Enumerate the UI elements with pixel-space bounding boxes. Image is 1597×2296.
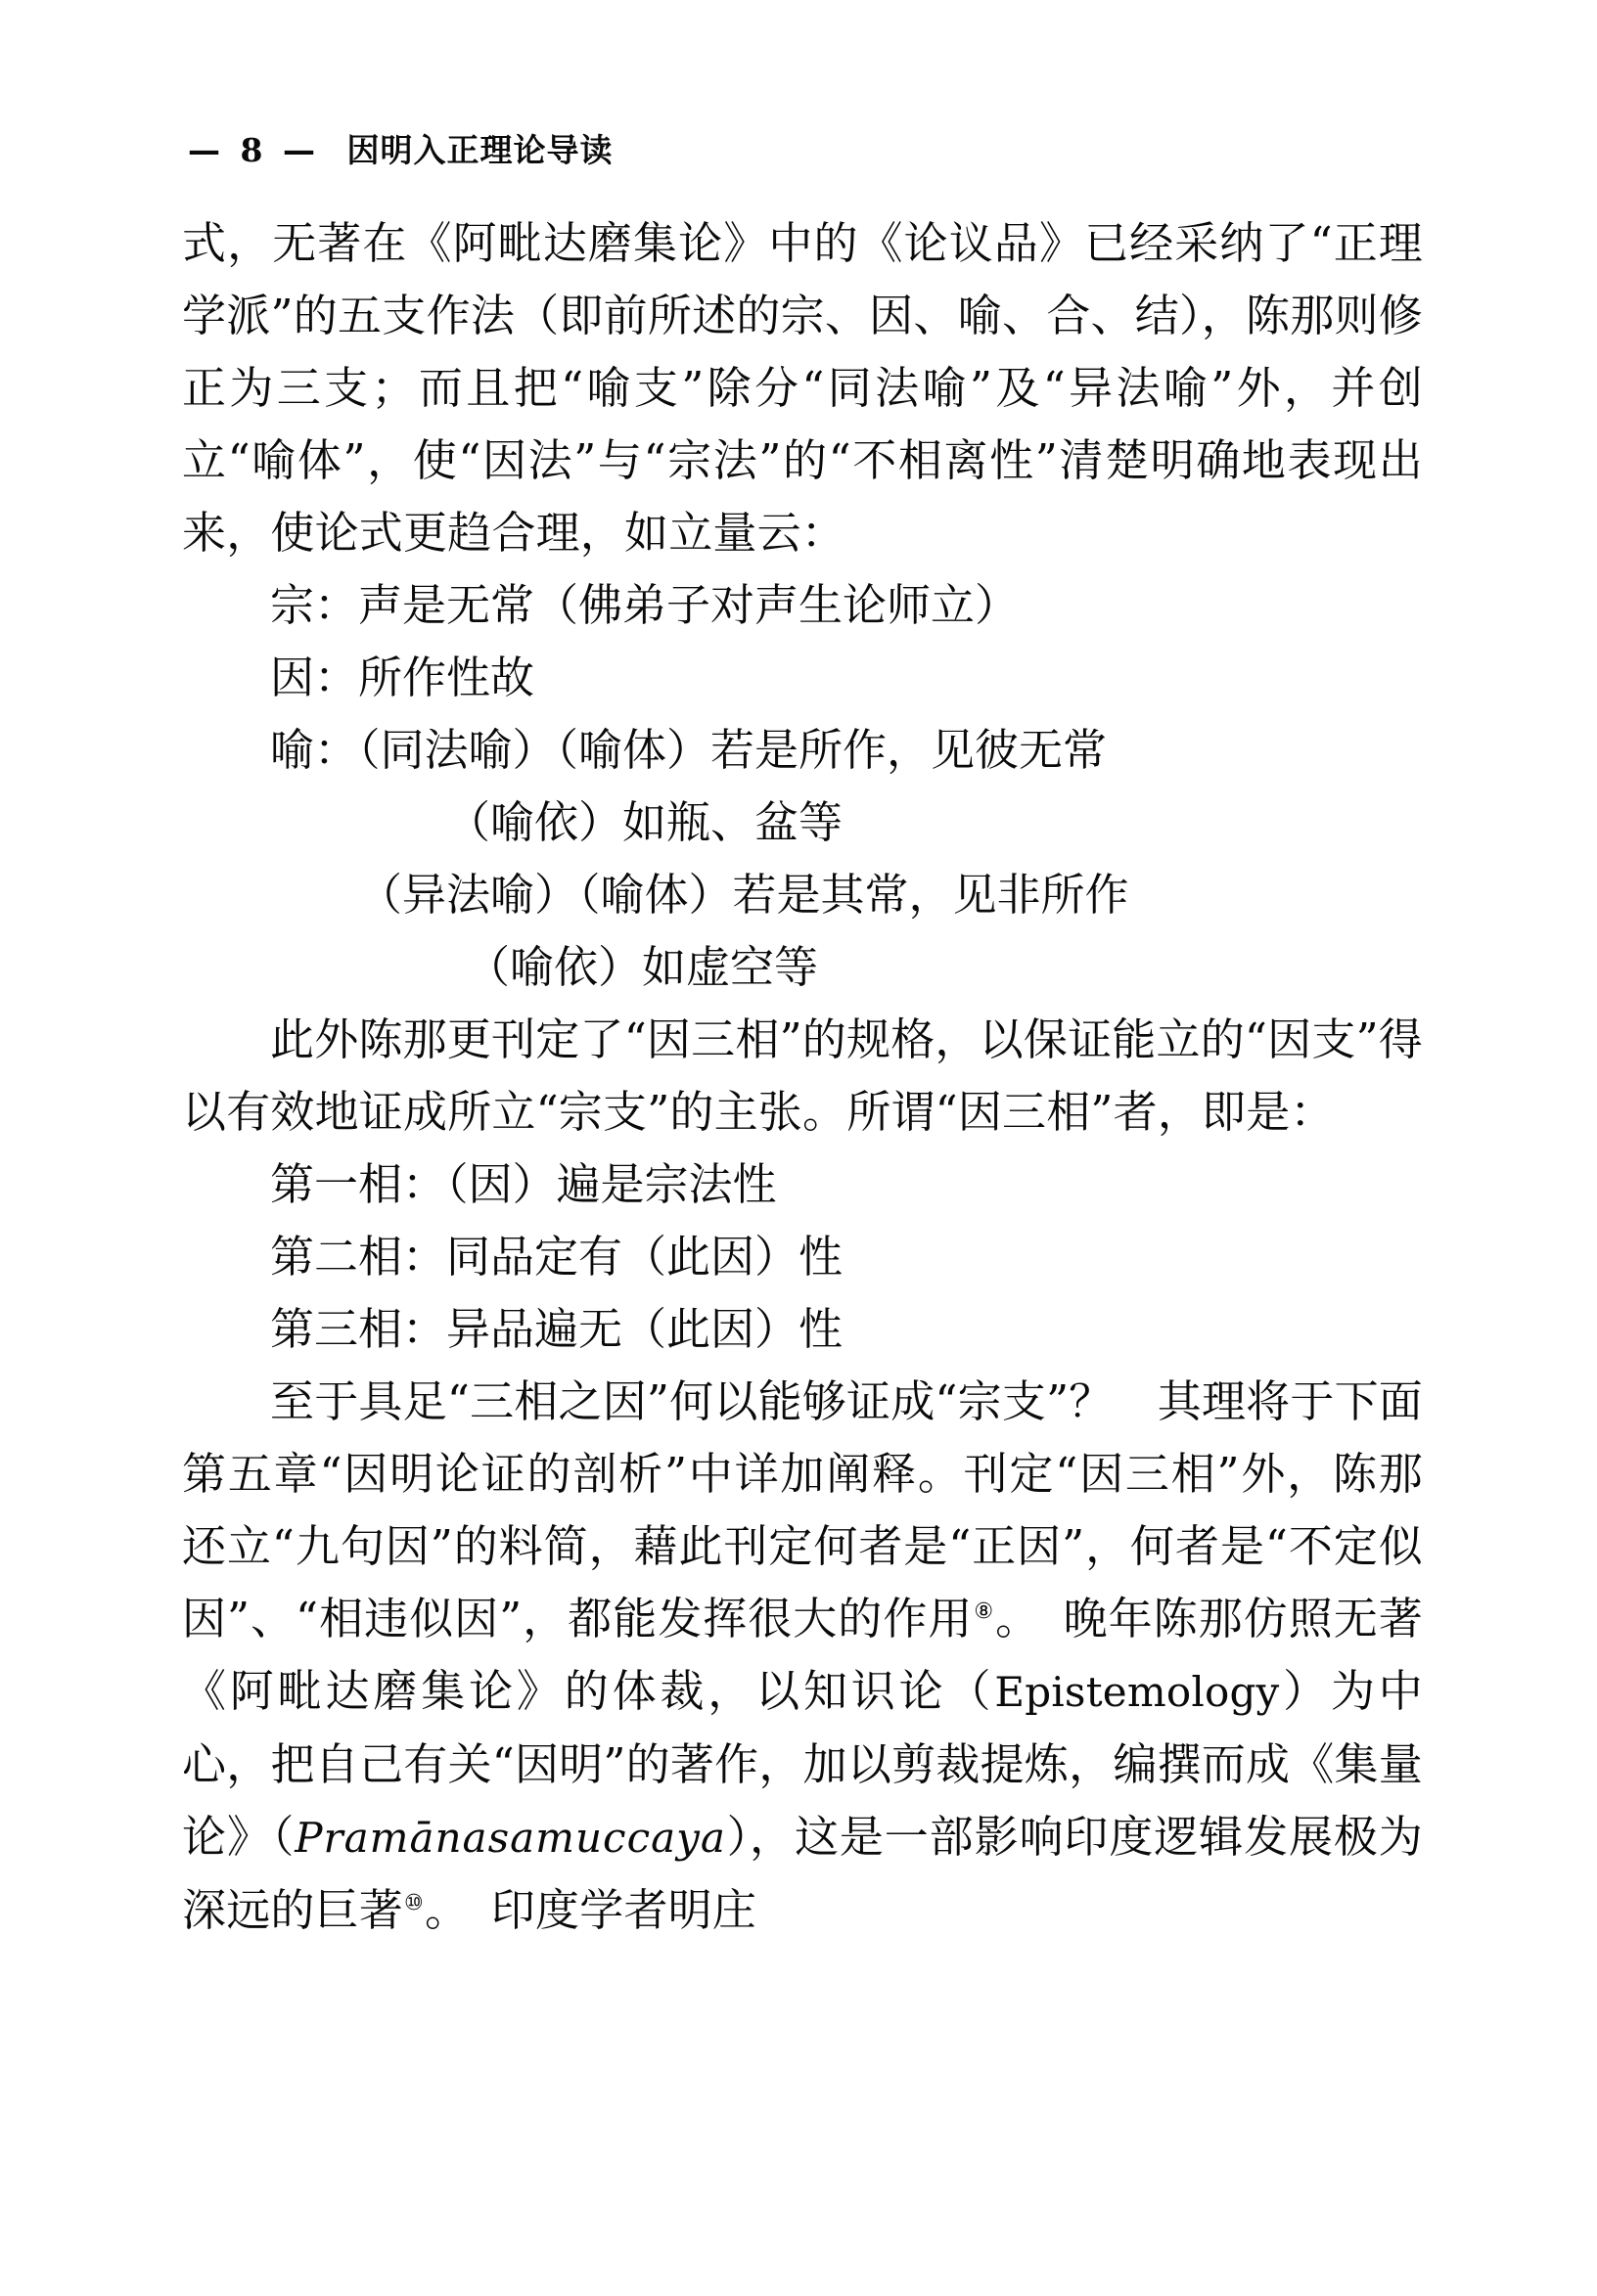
syllogism-line-yin: 因：所作性故 [270, 652, 535, 703]
latin-term-epistemology: Epistemology [994, 1668, 1280, 1716]
syllogism-line-zong: 宗：声是无常（佛弟子对声生论师立） [270, 579, 1020, 631]
running-head [182, 125, 1415, 171]
paragraph-3-part-1: 至于具足“三相之因”何以能够证成“宗支”？ 其理将于下面第五章“因明论证的剖析”中详加阐释。刊定“因三相”外，陈那还立“九句因”的料简，藉此刊定何者是“正因”，何者是“不定似因”、“相违似因”，都能发挥很大的作用 [182, 1375, 1423, 1644]
three-aspects-line-2: 第二相：同品定有（此因）性 [270, 1231, 844, 1283]
syllogism-line-yu-1: 喻：（同法喻）（喻体）若是所作，见彼无常 [270, 724, 1108, 776]
running-head-left-dash: — [188, 131, 221, 169]
paragraph-3-part-4: ），这是一部影响印度逻辑发展极为深远的巨著 [182, 1811, 1424, 1936]
three-aspects-line-3: 第三相：异品遍无（此因）性 [270, 1303, 844, 1355]
syllogism-line-yu-4: （喻依）如虚空等 [466, 941, 819, 993]
syllogism-line-yu-3: （异法喻）（喻体）若是其常，见非所作 [358, 869, 1129, 921]
paragraph-1: 式，无著在《阿毗达磨集论》中的《论议品》已经采纳了“正理学派”的五支作法（即前所述的宗、因、喻、合、结），陈那则修正为三支；而且把“喻支”除分“同法喻”及“异法喻”外，并创立“喻体”，使“因法”与“宗法”的“不相离性”清楚明确地表现出来，使论式更趋合理，如立量云： [182, 217, 1423, 559]
paragraph-2: 此外陈那更刊定了“因三相”的规格，以保证能立的“因支”得以有效地证成所立“宗支”的主张。所谓“因三相”者，即是： [182, 1013, 1423, 1138]
book-title: 因明入正理论导读 [346, 131, 614, 169]
paragraph-3-part-5: 。 印度学者明庄 [424, 1884, 757, 1936]
body-text [182, 207, 1423, 1947]
footnote-marker-13: ⑧ [974, 1599, 995, 1624]
running-head-right-dash: — [282, 131, 316, 169]
syllogism-line-yu-2: （喻依）如瓶、盆等 [446, 796, 844, 848]
footnote-marker-14: ⑩ [404, 1891, 424, 1915]
three-aspects-line-1: 第一相：（因）遍是宗法性 [270, 1158, 777, 1210]
paragraph-3 [182, 1366, 1423, 1947]
page-number: 8 [240, 131, 263, 169]
paragraph-3-part-2: 。 晚年陈那仿照无著《阿毗达磨集论》的体裁，以知识论（ [182, 1593, 1423, 1717]
latin-term-pramanasamuccaya: Pramānasamuccaya [295, 1814, 726, 1862]
paragraph-3-part-3: ）为中心，把自己有关“因明”的著作，加以剪裁提炼，编撰而成《集量论》（ [182, 1665, 1424, 1863]
